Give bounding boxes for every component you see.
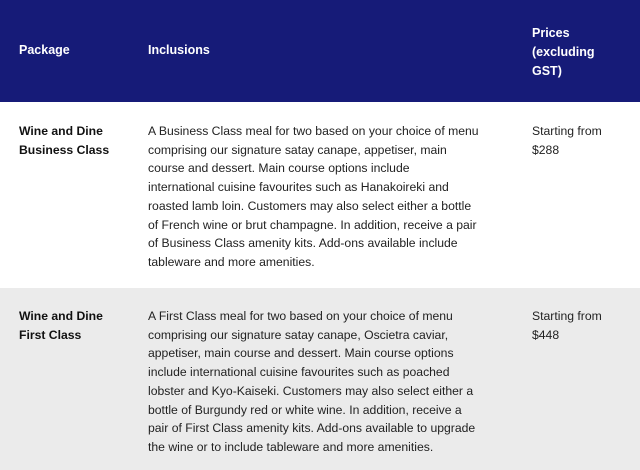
inclusions-line: comprising our signature satay canape, appetiser, main: [148, 142, 447, 157]
inclusions-line: comprising our signature satay canape, Oscietra caviar,: [148, 327, 449, 342]
inclusions-line: of French wine or brut champagne. In addition, receive a pair: [148, 217, 477, 232]
inclusions-line: bottle of Burgundy red or white wine. In addition, receive a: [148, 402, 462, 417]
header-prices: [532, 24, 632, 81]
header-prices-line: Prices: [532, 26, 570, 40]
inclusions-line: tableware and more amenities.: [148, 254, 315, 269]
inclusions-line: appetiser, main course and dessert. Main course options: [148, 346, 454, 361]
inclusions-line: course and dessert. Main course options include: [148, 161, 410, 176]
inclusions-text: [148, 122, 508, 272]
inclusions-line: lobster and Kyo-Kaiseki. Customers may also select either a: [148, 383, 474, 398]
package-name-line: Business Class: [19, 143, 110, 157]
package-name: [19, 122, 134, 160]
price-line: Starting from: [532, 309, 602, 323]
inclusions-line: pair of First Class amenity kits. Add-ons available to upgrade: [148, 421, 476, 436]
price-line: $288: [532, 143, 560, 157]
table-row: [0, 288, 640, 470]
inclusions-line: A First Class meal for two based on your choice of menu: [148, 309, 453, 323]
inclusions-text: [148, 307, 508, 457]
header-inclusions: Inclusions: [148, 43, 210, 57]
table-header: [0, 0, 640, 102]
inclusions-line: roasted lamb loin. Customers may also select either a bottle: [148, 198, 472, 213]
header-prices-line: GST): [532, 64, 562, 78]
inclusions-line: of Business Class amenity kits. Add-ons available include: [148, 236, 458, 251]
package-name-line: Wine and Dine: [19, 124, 103, 138]
price-line: Starting from: [532, 124, 602, 138]
inclusions-line: international cuisine favourites such as Hanakoireki and: [148, 180, 449, 195]
package-name: [19, 307, 134, 345]
package-name-line: First Class: [19, 328, 82, 342]
price-line: $448: [532, 328, 560, 342]
inclusions-line: include international cuisine favourites such as poached: [148, 365, 450, 380]
inclusions-line: A Business Class meal for two based on your choice of menu: [148, 124, 479, 138]
header-prices-line: (excluding: [532, 45, 595, 59]
inclusions-line: the wine or to include tableware and more amenities.: [148, 439, 434, 454]
price-text: [532, 122, 632, 160]
package-name-line: Wine and Dine: [19, 309, 103, 323]
header-package: Package: [19, 43, 70, 57]
table-row: [0, 102, 640, 288]
price-text: [532, 307, 632, 345]
